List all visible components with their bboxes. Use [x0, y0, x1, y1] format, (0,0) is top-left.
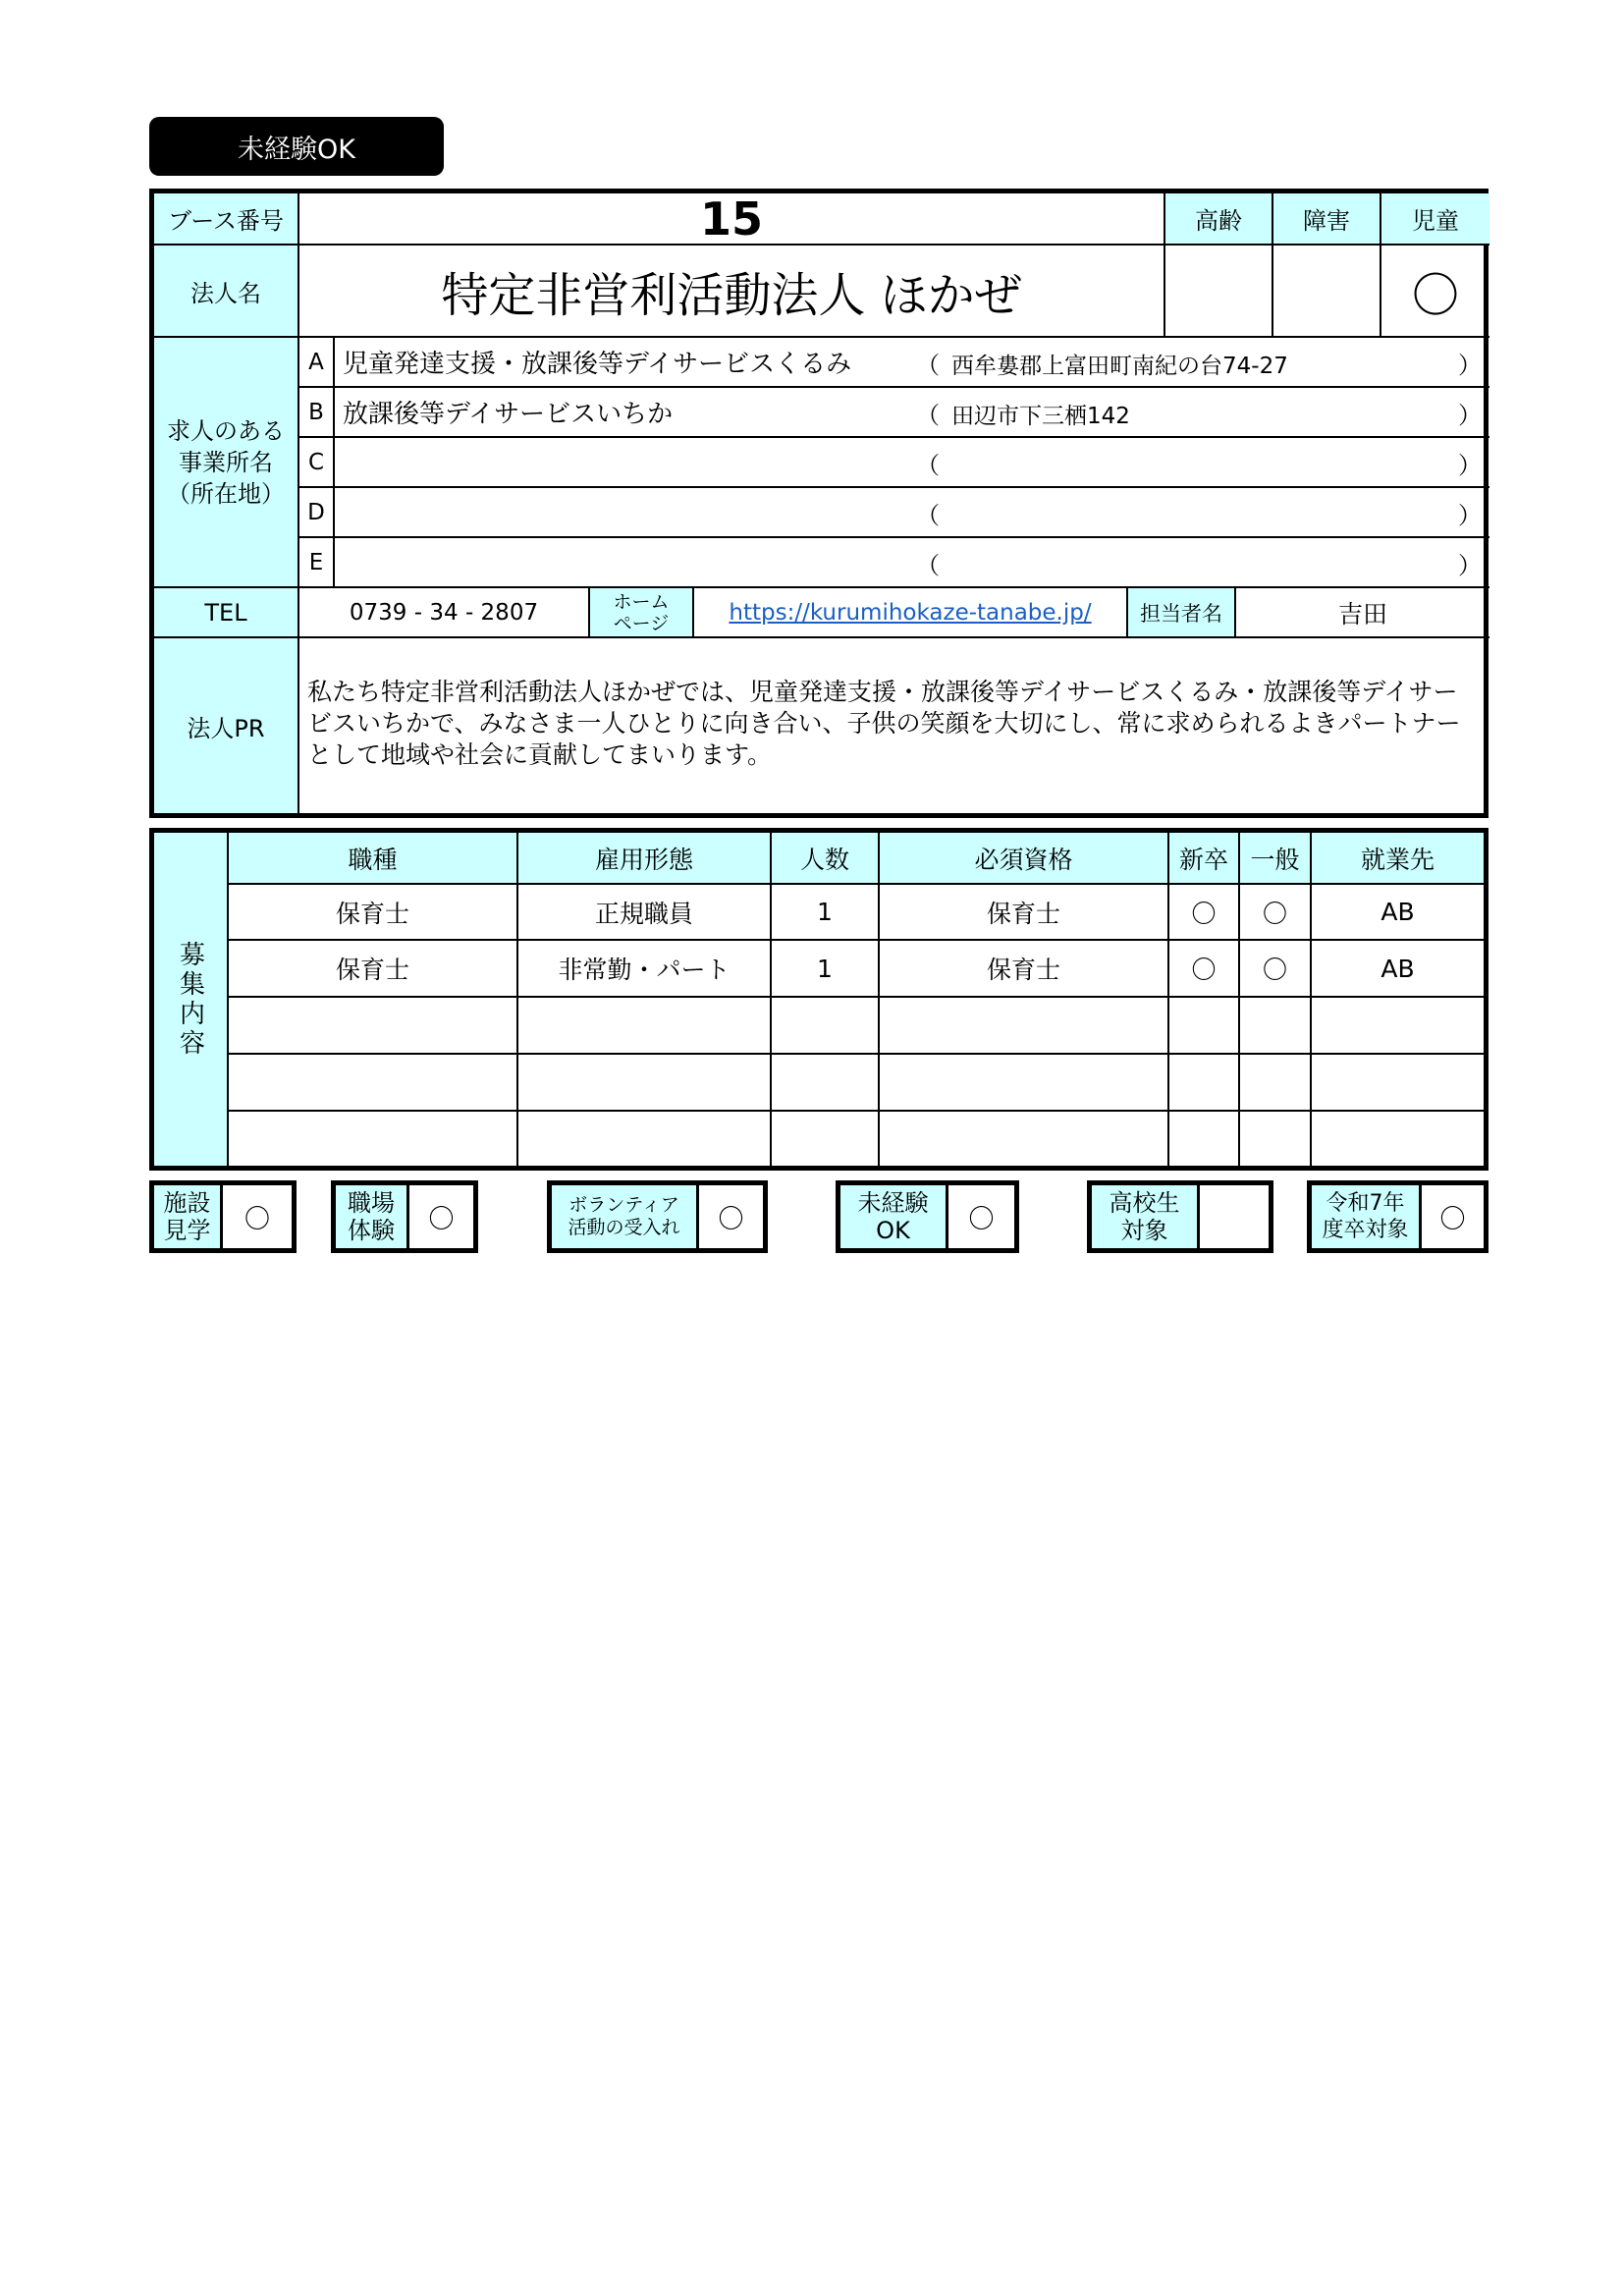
cell-workplace — [1312, 1112, 1484, 1166]
office-row-a — [299, 338, 1489, 388]
homepage-link[interactable]: https://kurumihokaze-tanabe.jp/ — [729, 599, 1092, 626]
footer-label: 未経験 OK — [840, 1185, 948, 1248]
office-address-close: ） — [1458, 502, 1482, 529]
office-address-close: ） — [1458, 552, 1482, 579]
cell-required-qualification — [880, 1112, 1169, 1166]
cell-job-type: 保育士 — [229, 941, 518, 998]
cell-new-graduate: 〇 — [1169, 885, 1240, 941]
cell-general — [1240, 998, 1312, 1055]
office-address-open: （ — [916, 402, 940, 429]
office-name — [335, 538, 1489, 588]
footer-label: ボランティア 活動の受入れ — [552, 1185, 699, 1248]
cell-new-graduate: 〇 — [1169, 941, 1240, 998]
office-row-b — [299, 388, 1489, 438]
cell-job-type: 保育士 — [229, 885, 518, 941]
recruitment-grid — [229, 833, 1484, 1166]
footer-high-school — [1087, 1180, 1273, 1253]
pr-text: 私たち特定非営利活動法人ほかぜでは、児童発達支援・放課後等デイサービスくるみ・放課後等デイサービスいちかで、みなさま一人ひとりに向き合い、子供の笑顔を大切にし、常に求められるよきパートナーとして地域や社会に貢献してまいります。 — [307, 678, 1461, 769]
category-children-mark: 〇 — [1381, 246, 1489, 338]
cell-general: 〇 — [1240, 941, 1312, 998]
cell-new-graduate — [1169, 998, 1240, 1055]
office-name: 放課後等デイサービスいちか — [335, 388, 1489, 438]
cell-job-type — [229, 1112, 518, 1166]
cell-required-qualification — [880, 998, 1169, 1055]
header-required-qualification: 必須資格 — [880, 833, 1169, 885]
pr-label: 法人PR — [154, 638, 299, 813]
cell-new-graduate — [1169, 1055, 1240, 1112]
cell-required-qualification — [880, 1055, 1169, 1112]
contact-person-label: 担当者名 — [1128, 588, 1236, 638]
cell-workplace: AB — [1312, 941, 1484, 998]
office-letter: E — [299, 538, 335, 588]
cell-employment-type — [518, 998, 772, 1055]
cell-employment-type: 非常勤・パート — [518, 941, 772, 998]
office-letter: C — [299, 438, 335, 488]
office-row-e — [299, 538, 1489, 588]
inexperienced-ok-badge: 未経験OK — [149, 117, 444, 176]
cell-job-type — [229, 1055, 518, 1112]
office-address: 田辺市下三栖142 — [951, 404, 1130, 429]
cell-headcount — [772, 998, 880, 1055]
cell-new-graduate — [1169, 1112, 1240, 1166]
cell-required-qualification: 保育士 — [880, 885, 1169, 941]
cell-job-type — [229, 998, 518, 1055]
company-name: 特定非営利活動法人 ほかぜ — [299, 246, 1165, 338]
homepage-cell — [694, 588, 1128, 638]
header-employment-type: 雇用形態 — [518, 833, 772, 885]
cell-general: 〇 — [1240, 885, 1312, 941]
offices-label: 求人のある事業所名（所在地） — [154, 338, 299, 588]
header-headcount: 人数 — [772, 833, 880, 885]
tel-number: 0739 - 34 - 2807 — [299, 588, 590, 638]
footer-volunteer — [547, 1180, 768, 1253]
footer-label: 職場 体験 — [336, 1185, 409, 1248]
footer-value: 〇 — [428, 1204, 455, 1234]
footer-inexperienced-ok — [836, 1180, 1019, 1253]
cell-general — [1240, 1055, 1312, 1112]
recruitment-table — [149, 828, 1489, 1171]
footer-label: 施設 見学 — [154, 1185, 223, 1248]
category-disability-label: 障害 — [1273, 193, 1381, 246]
cell-headcount — [772, 1055, 880, 1112]
footer-reiwa7-graduates — [1307, 1180, 1489, 1253]
cell-headcount — [772, 1112, 880, 1166]
contact-person: 吉田 — [1236, 588, 1489, 638]
tel-label: TEL — [154, 588, 299, 638]
header-job-type: 職種 — [229, 833, 518, 885]
footer-value: 〇 — [968, 1204, 995, 1234]
footer-value: 〇 — [718, 1204, 744, 1234]
cell-employment-type — [518, 1055, 772, 1112]
office-address-close: ） — [1458, 352, 1482, 379]
office-address-open: （ — [916, 352, 940, 379]
footer-label: 令和7年 度卒対象 — [1312, 1185, 1422, 1248]
cell-required-qualification: 保育士 — [880, 941, 1169, 998]
office-address-close: ） — [1458, 402, 1482, 429]
cell-headcount: 1 — [772, 941, 880, 998]
recruitment-side-label — [154, 833, 229, 1166]
office-name — [335, 488, 1489, 538]
header-new-graduate: 新卒 — [1169, 833, 1240, 885]
office-address: 西牟婁郡上富田町南紀の台74-27 — [951, 354, 1288, 379]
homepage-label: ホーム ページ — [590, 588, 694, 638]
category-disability-mark — [1273, 246, 1381, 338]
office-letter: D — [299, 488, 335, 538]
header-workplace: 就業先 — [1312, 833, 1484, 885]
footer-facility-visit — [149, 1180, 297, 1253]
company-name-label: 法人名 — [154, 246, 299, 338]
cell-employment-type — [518, 1112, 772, 1166]
cell-employment-type: 正規職員 — [518, 885, 772, 941]
footer-work-experience — [331, 1180, 478, 1253]
office-name: 児童発達支援・放課後等デイサービスくるみ — [335, 338, 1489, 388]
office-address-open: （ — [916, 502, 940, 529]
booth-number-label: ブース番号 — [154, 193, 299, 246]
category-elderly-label: 高齢 — [1165, 193, 1273, 246]
category-children-label: 児童 — [1381, 193, 1489, 246]
footer-value: 〇 — [244, 1204, 270, 1234]
category-elderly-mark — [1165, 246, 1273, 338]
cell-headcount: 1 — [772, 885, 880, 941]
office-row-c — [299, 438, 1489, 488]
office-letter: A — [299, 338, 335, 388]
footer-label: 高校生 対象 — [1092, 1185, 1200, 1248]
office-address-open: （ — [916, 552, 940, 579]
office-name — [335, 438, 1489, 488]
cell-general — [1240, 1112, 1312, 1166]
office-letter: B — [299, 388, 335, 438]
header-general: 一般 — [1240, 833, 1312, 885]
cell-workplace — [1312, 1055, 1484, 1112]
cell-workplace — [1312, 998, 1484, 1055]
recruitment-side-text: 募集内容 — [175, 940, 205, 1059]
footer-value — [1200, 1185, 1269, 1248]
office-row-d — [299, 488, 1489, 538]
cell-workplace: AB — [1312, 885, 1484, 941]
company-info-box — [149, 189, 1489, 818]
booth-number: 15 — [299, 193, 1165, 246]
footer-value: 〇 — [1439, 1204, 1466, 1234]
office-address-open: （ — [916, 452, 940, 479]
office-address-close: ） — [1458, 452, 1482, 479]
